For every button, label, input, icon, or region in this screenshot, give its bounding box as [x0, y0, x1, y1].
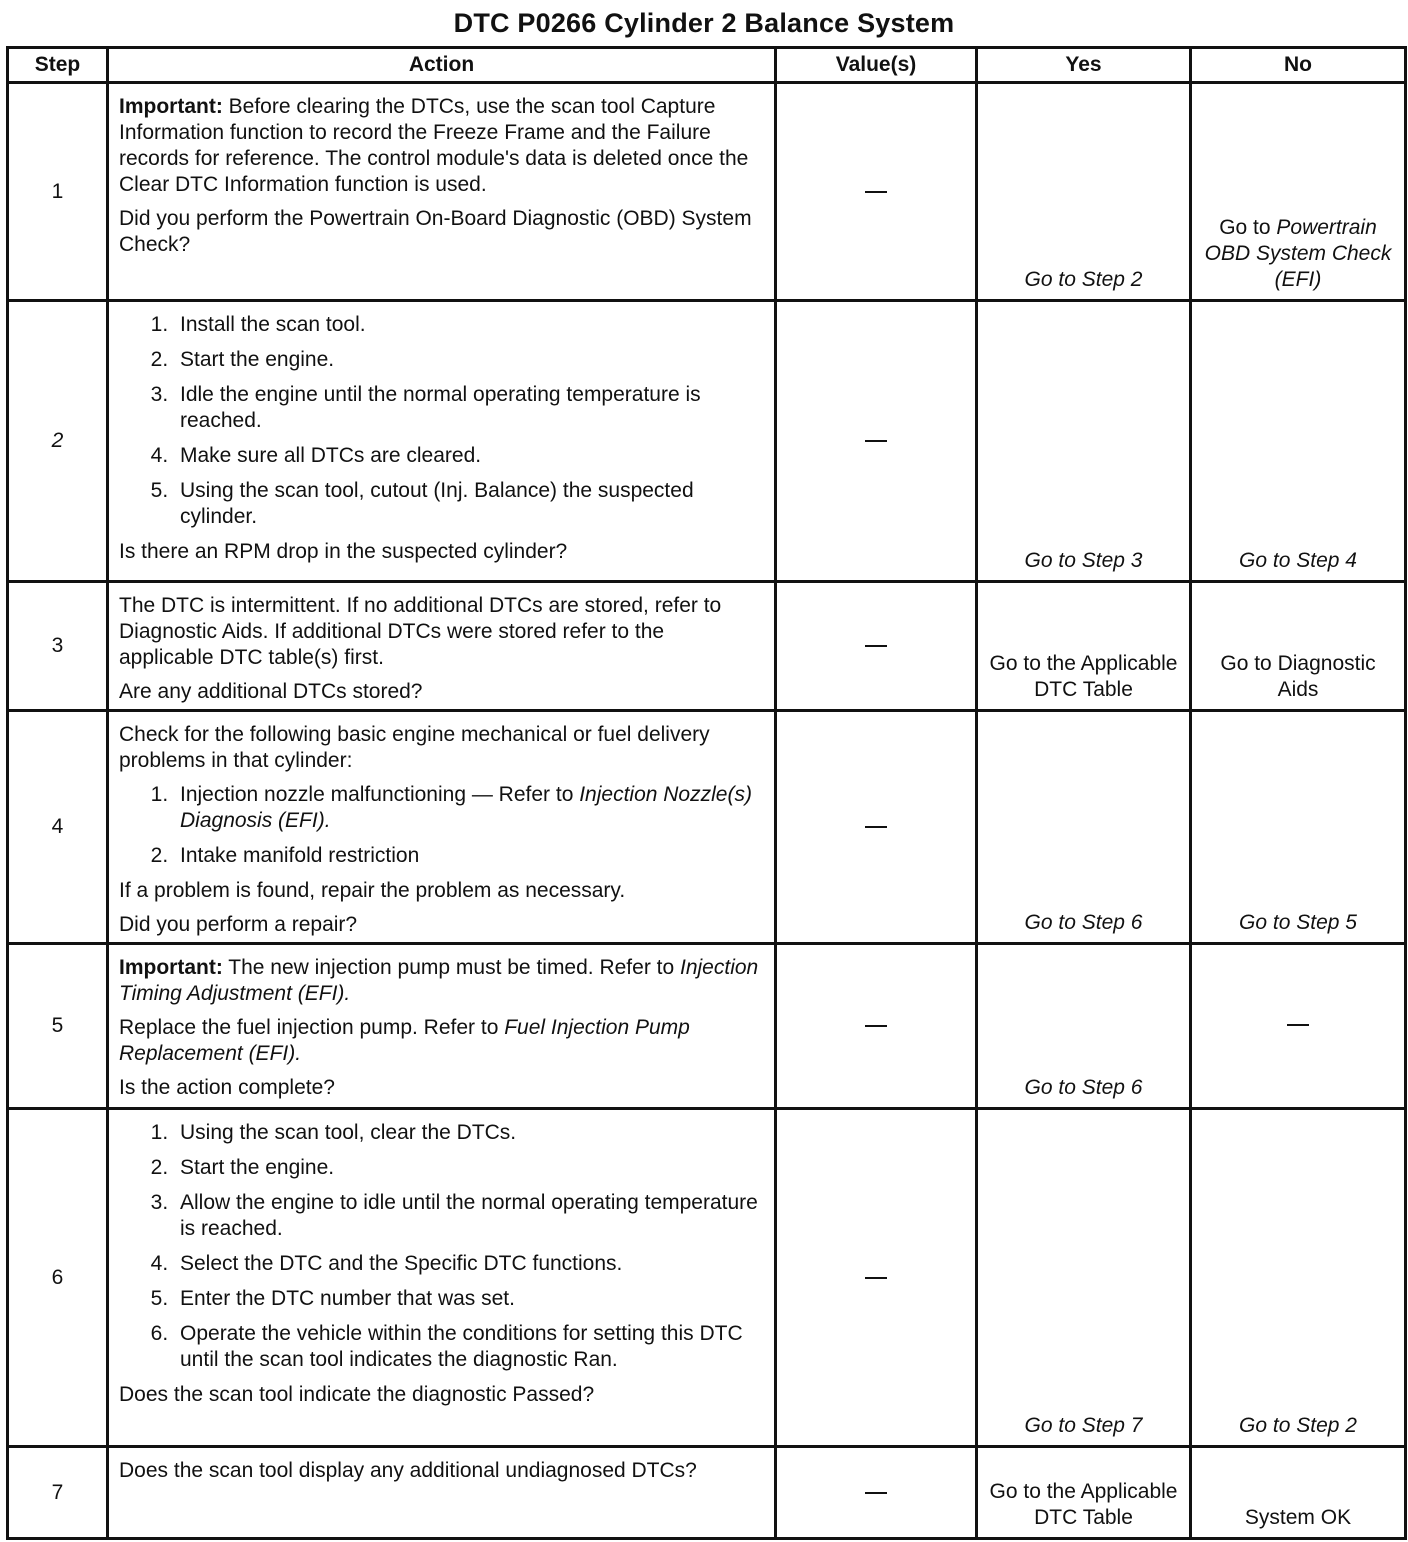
instruction-text [119, 1015, 764, 1067]
question-text: Are any additional DTCs stored? [119, 680, 423, 703]
yes-link[interactable]: Go to Step 6 [1024, 911, 1143, 934]
table-row-step-7 [8, 1447, 1406, 1539]
table-row-step-5 [8, 944, 1406, 1109]
yes-cell [977, 83, 1191, 301]
list-item: 4. Select the DTC and the Specific DTC functions. [174, 1251, 764, 1277]
important-text: The new injection pump must be timed. Refer to [222, 956, 680, 979]
important-label: Important: [119, 95, 223, 118]
column-header-values: Value(s) [776, 48, 977, 83]
yes-cell [977, 1447, 1191, 1539]
value-cell [776, 944, 977, 1109]
no-cell [1191, 711, 1406, 944]
value-dash [865, 191, 887, 193]
yes-cell [977, 582, 1191, 711]
step-number: 3 [8, 582, 108, 711]
table-row-step-4 [8, 711, 1406, 944]
yes-cell [977, 1109, 1191, 1447]
no-link[interactable]: Go to Step 5 [1239, 911, 1357, 934]
column-header-action: Action [108, 48, 776, 83]
column-header-no: No [1191, 48, 1406, 83]
yes-cell [977, 301, 1191, 582]
procedure-list [119, 312, 764, 530]
value-cell [776, 711, 977, 944]
no-link[interactable]: Powertrain OBD System Check (EFI) [1204, 216, 1392, 291]
value-cell [776, 83, 977, 301]
list-item: 2. Start the engine. [174, 347, 764, 373]
yes-link[interactable]: Go to Step 6 [1024, 1076, 1143, 1099]
no-cell [1191, 1109, 1406, 1447]
step-number: 6 [8, 1109, 108, 1447]
diagnostic-table [6, 46, 1407, 1540]
value-cell [776, 1447, 977, 1539]
value-dash [865, 440, 887, 442]
reference-link[interactable]: Injection Nozzle(s) Diagnosis (EFI). [180, 783, 752, 832]
table-row-step-2 [8, 301, 1406, 582]
value-dash [865, 1277, 887, 1279]
value-cell [776, 301, 977, 582]
table-header-row [8, 48, 1406, 83]
table-row-step-1 [8, 83, 1406, 301]
step-number: 1 [8, 83, 108, 301]
action-cell [108, 1109, 776, 1447]
list-item: 1. Install the scan tool. [174, 312, 764, 338]
action-cell [108, 83, 776, 301]
important-note [119, 955, 764, 1007]
no-result: System OK [1244, 1506, 1352, 1529]
reference-link[interactable]: Fuel Injection Pump Replacement (EFI). [119, 1016, 690, 1065]
value-cell [776, 582, 977, 711]
action-cell [108, 301, 776, 582]
no-link[interactable]: Go to Diagnostic Aids [1220, 652, 1376, 701]
value-dash [865, 1492, 887, 1494]
action-cell [108, 711, 776, 944]
no-cell [1191, 301, 1406, 582]
yes-link[interactable]: Go to Step 7 [1024, 1414, 1143, 1437]
question-text: Does the scan tool display any additional undiagnosed DTCs? [119, 1459, 697, 1482]
no-cell [1191, 582, 1406, 711]
question-text: Did you perform a repair? [119, 913, 358, 936]
list-item: 1. Using the scan tool, clear the DTCs. [174, 1120, 764, 1146]
action-cell [108, 1447, 776, 1539]
no-link-prefix: Go to [1219, 216, 1277, 239]
no-dash [1287, 1024, 1309, 1026]
no-cell [1191, 83, 1406, 301]
no-cell [1191, 1447, 1406, 1539]
value-dash [865, 826, 887, 828]
no-link[interactable]: Go to Step 4 [1239, 549, 1357, 572]
important-label: Important: [119, 956, 223, 979]
yes-link[interactable]: Go to Step 3 [1024, 549, 1143, 572]
question-text: Does the scan tool indicate the diagnostic Passed? [119, 1383, 595, 1406]
instruction-text-2: If a problem is found, repair the problem as necessary. [119, 879, 626, 902]
step-number: 4 [8, 711, 108, 944]
no-cell [1191, 944, 1406, 1109]
reference-link[interactable]: Injection Timing Adjustment (EFI). [119, 956, 759, 1005]
list-item: 5. Enter the DTC number that was set. [174, 1286, 764, 1312]
column-header-step: Step [8, 48, 108, 83]
instruction-text: The DTC is intermittent. If no additional DTCs are stored, refer to Diagnostic Aids. If additional DTCs were stored refer to the applicable DTC table(s) first. [119, 594, 722, 669]
list-item: 2. Intake manifold restriction [174, 843, 764, 869]
procedure-list [119, 1120, 764, 1373]
procedure-list [119, 782, 764, 869]
list-item: 6. Operate the vehicle within the conditions for setting this DTC until the scan tool indicates the diagnostic Ran. [174, 1321, 764, 1373]
value-cell [776, 1109, 977, 1447]
action-cell [108, 944, 776, 1109]
yes-link[interactable]: Go to the Applicable DTC Table [989, 1480, 1178, 1529]
no-link[interactable]: Go to Step 2 [1239, 1414, 1357, 1437]
question-text: Is the action complete? [119, 1076, 335, 1099]
list-item: 3. Allow the engine to idle until the normal operating temperature is reached. [174, 1190, 764, 1242]
list-item: 2. Start the engine. [174, 1155, 764, 1181]
table-row-step-6 [8, 1109, 1406, 1447]
important-note [119, 94, 764, 198]
question-text: Is there an RPM drop in the suspected cylinder? [119, 540, 568, 563]
table-row-step-3 [8, 582, 1406, 711]
list-item-text: Injection nozzle malfunctioning — Refer to [180, 783, 580, 806]
instruction-prefix: Replace the fuel injection pump. Refer to [119, 1016, 505, 1039]
column-header-yes: Yes [977, 48, 1191, 83]
important-text: Before clearing the DTCs, use the scan tool Capture Information function to record the Freeze Frame and the Failure records for reference. The control module's data is deleted once the Clear DTC Information function is used. [119, 95, 749, 196]
value-dash [865, 645, 887, 647]
yes-link[interactable]: Go to Step 2 [1024, 268, 1143, 291]
page-title: DTC P0266 Cylinder 2 Balance System [453, 8, 955, 38]
action-cell [108, 582, 776, 711]
yes-cell [977, 944, 1191, 1109]
list-item: 4. Make sure all DTCs are cleared. [174, 443, 764, 469]
step-number: 5 [8, 944, 108, 1109]
instruction-text: Check for the following basic engine mechanical or fuel delivery problems in that cylinder: [119, 723, 710, 772]
yes-cell [977, 711, 1191, 944]
list-item: 5. Using the scan tool, cutout (Inj. Balance) the suspected cylinder. [174, 478, 764, 530]
yes-link[interactable]: Go to the Applicable DTC Table [989, 652, 1178, 701]
question-text: Did you perform the Powertrain On-Board Diagnostic (OBD) System Check? [119, 207, 752, 256]
list-item: 3. Idle the engine until the normal operating temperature is reached. [174, 382, 764, 434]
step-number: 7 [8, 1447, 108, 1539]
step-number: 2 [8, 301, 108, 582]
list-item [174, 782, 764, 834]
value-dash [865, 1025, 887, 1027]
